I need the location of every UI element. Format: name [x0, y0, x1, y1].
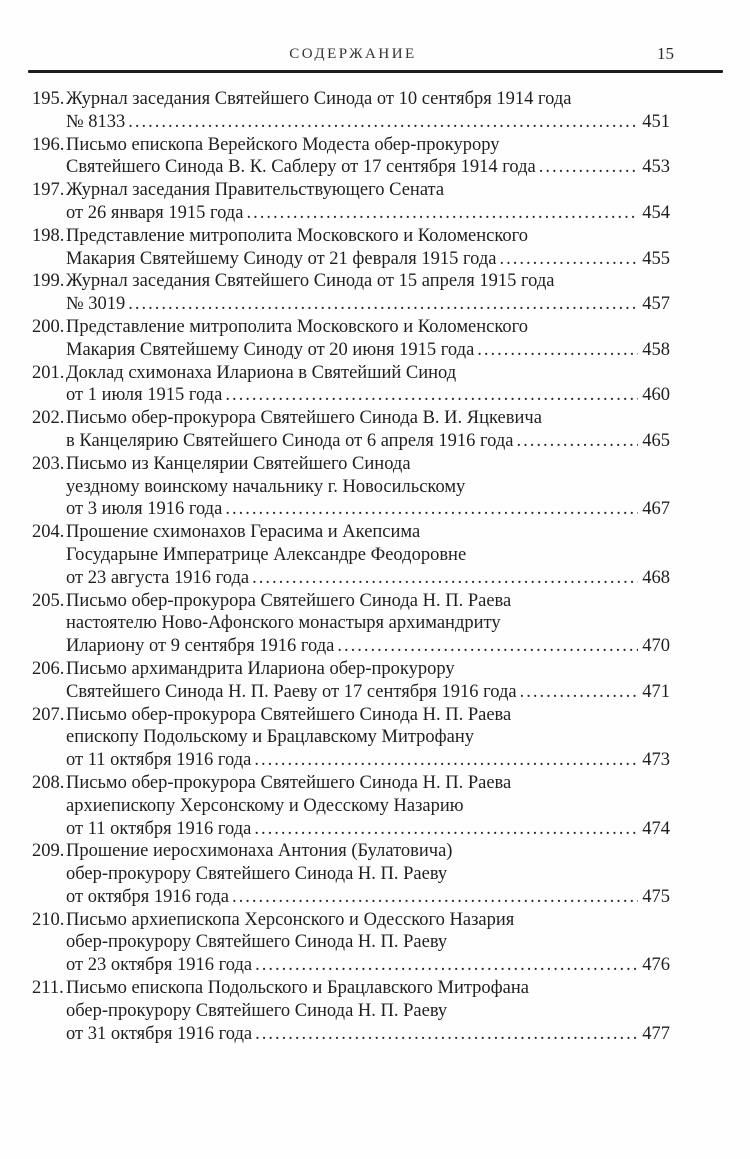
- dot-leader: [337, 635, 638, 658]
- entry-line: [66, 339, 670, 362]
- entry-line: [66, 248, 670, 271]
- entry-line: Государыне Императрице Александре Феодоровне: [66, 544, 467, 565]
- dot-leader: [520, 681, 639, 704]
- entry-line: Письмо обер-прокурора Святейшего Синода В. И. Яцкевича: [66, 408, 542, 429]
- entry-title-text: № 3019: [66, 294, 126, 315]
- entry-line: [66, 749, 670, 772]
- entry-line: архиепископу Херсонскому и Одесскому Назарию: [66, 795, 464, 816]
- toc-entry: [32, 772, 670, 840]
- dot-leader: [255, 954, 638, 977]
- entry-line: Журнал заседания Правительствующего Сената: [66, 180, 445, 201]
- dot-leader: [499, 248, 638, 271]
- entry-line: Журнал заседания Святейшего Синода от 15 апреля 1915 года: [66, 271, 555, 292]
- entry-body: [66, 840, 670, 908]
- toc-entry: [32, 704, 670, 772]
- toc-entry: [32, 225, 670, 271]
- dot-leader: [517, 430, 639, 453]
- entry-body: [66, 453, 670, 521]
- entry-number: 198.: [32, 225, 65, 246]
- entry-body: [66, 977, 670, 1045]
- entry-line: Письмо епископа Верейского Модеста обер-прокурору: [66, 134, 500, 155]
- entry-body: [66, 521, 670, 589]
- entry-page-number: 473: [642, 750, 670, 771]
- toc-entry: [32, 88, 670, 134]
- entry-page-number: 460: [642, 385, 670, 406]
- toc-entry: [32, 362, 670, 408]
- entry-number: 199.: [32, 271, 65, 292]
- entry-body: [66, 658, 670, 704]
- entry-number: 209.: [32, 841, 65, 862]
- entry-line: Письмо архимандрита Илариона обер-прокурору: [66, 658, 455, 679]
- entry-page-number: 474: [642, 818, 670, 839]
- entry-title-text: от 23 октября 1916 года: [66, 955, 253, 976]
- entry-number: 208.: [32, 772, 65, 793]
- entry-title-text: от октября 1916 года: [66, 886, 229, 907]
- entry-line: [66, 567, 670, 590]
- dot-leader: [225, 384, 638, 407]
- entry-body: [66, 590, 670, 658]
- entry-number: 207.: [32, 704, 65, 725]
- entry-title-text: от 3 июля 1916 года: [66, 499, 223, 520]
- entry-title-text: Макария Святейшему Синоду от 20 июня 1915 года: [66, 339, 475, 360]
- entry-line: обер-прокурору Святейшего Синода Н. П. Раеву: [66, 864, 448, 885]
- page-title: СОДЕРЖАНИЕ: [289, 46, 417, 62]
- entry-title-text: от 23 августа 1916 года: [66, 567, 250, 588]
- entry-body: [66, 134, 670, 180]
- entry-title-text: от 11 октября 1916 года: [66, 750, 252, 771]
- entry-line: Доклад схимонаха Илариона в Святейший Синод: [66, 362, 457, 383]
- entry-number: 205.: [32, 590, 65, 611]
- entry-title-text: Святейшего Синода Н. П. Раеву от 17 сентября 1916 года: [66, 681, 517, 702]
- dot-leader: [539, 156, 639, 179]
- entry-line: Представление митрополита Московского и Коломенского: [66, 316, 529, 337]
- toc-entry: [32, 270, 670, 316]
- entry-line: Письмо епископа Подольского и Брацлавского Митрофана: [66, 978, 529, 999]
- dot-leader: [225, 498, 638, 521]
- page-header: [30, 44, 676, 68]
- entry-line: Прошение иеросхимонаха Антония (Булатовича): [66, 841, 453, 862]
- entry-line: [66, 156, 670, 179]
- toc-entry: [32, 316, 670, 362]
- entry-page-number: 467: [642, 499, 670, 520]
- entry-line: [66, 384, 670, 407]
- entry-number: 195.: [32, 89, 65, 109]
- entry-line: Письмо из Канцелярии Святейшего Синода: [66, 453, 411, 474]
- entry-line: [66, 635, 670, 658]
- entry-line: [66, 202, 670, 225]
- dot-leader: [254, 818, 638, 841]
- entry-page-number: 465: [642, 430, 670, 451]
- entry-number: 197.: [32, 180, 65, 201]
- entry-body: [66, 316, 670, 362]
- entry-line: Журнал заседания Святейшего Синода от 10 сентября 1914 года: [66, 89, 572, 109]
- entry-number: 196.: [32, 134, 65, 155]
- entry-page-number: 453: [642, 157, 670, 178]
- entry-number: 202.: [32, 408, 65, 429]
- entry-line: Прошение схимонахов Герасима и Акепсима: [66, 522, 421, 543]
- entry-title-text: Илариону от 9 сентября 1916 года: [66, 636, 335, 657]
- entry-number: 204.: [32, 522, 65, 543]
- toc-entry: [32, 453, 670, 521]
- entry-page-number: 470: [642, 636, 670, 657]
- entry-line: обер-прокурору Святейшего Синода Н. П. Раеву: [66, 932, 448, 953]
- entry-line: Письмо архиепископа Херсонского и Одесского Назария: [66, 909, 515, 930]
- entry-line: [66, 430, 670, 453]
- entry-line: [66, 111, 670, 134]
- entry-page-number: 476: [642, 955, 670, 976]
- entry-body: [66, 362, 670, 408]
- entry-line: [66, 293, 670, 316]
- entry-body: [66, 909, 670, 977]
- entry-title-text: от 1 июля 1915 года: [66, 385, 223, 406]
- entry-line: Письмо обер-прокурора Святейшего Синода Н. П. Раева: [66, 590, 512, 611]
- entry-page-number: 455: [642, 248, 670, 269]
- header-rule: [28, 70, 723, 73]
- entry-title-text: от 26 января 1915 года: [66, 202, 244, 223]
- entry-number: 201.: [32, 362, 65, 383]
- entry-page-number: 468: [642, 567, 670, 588]
- entry-title-text: от 31 октября 1916 года: [66, 1023, 253, 1044]
- entry-page-number: 458: [642, 339, 670, 360]
- entry-title-text: № 8133: [66, 111, 126, 132]
- entry-title-text: Макария Святейшему Синоду от 21 февраля 1915 года: [66, 248, 497, 269]
- entry-body: [66, 88, 670, 134]
- dot-leader: [128, 293, 638, 316]
- dot-leader: [477, 339, 638, 362]
- entry-line: [66, 681, 670, 704]
- entry-number: 210.: [32, 909, 65, 930]
- dot-leader: [246, 202, 638, 225]
- toc-entry: [32, 407, 670, 453]
- entry-title-text: от 11 октября 1916 года: [66, 818, 252, 839]
- entry-line: уездному воинскому начальнику г. Новосильскому: [66, 476, 466, 497]
- entry-body: [66, 270, 670, 316]
- dot-leader: [255, 1023, 638, 1046]
- entry-body: [66, 407, 670, 453]
- entry-line: Письмо обер-прокурора Святейшего Синода Н. П. Раева: [66, 704, 512, 725]
- toc-list: [32, 88, 670, 1045]
- entry-title-text: в Канцелярию Святейшего Синода от 6 апреля 1916 года: [66, 430, 514, 451]
- entry-body: [66, 704, 670, 772]
- entry-line: обер-прокурору Святейшего Синода Н. П. Раеву: [66, 1000, 448, 1021]
- entry-body: [66, 225, 670, 271]
- dot-leader: [232, 886, 638, 909]
- entry-page-number: 471: [642, 681, 670, 702]
- toc-entry: [32, 179, 670, 225]
- entry-body: [66, 772, 670, 840]
- dot-leader: [254, 749, 638, 772]
- entry-line: [66, 498, 670, 521]
- entry-number: 211.: [32, 978, 64, 999]
- entry-title-text: Святейшего Синода В. К. Саблеру от 17 сентября 1914 года: [66, 157, 536, 178]
- entry-page-number: 475: [642, 886, 670, 907]
- entry-line: Представление митрополита Московского и Коломенского: [66, 225, 529, 246]
- entry-number: 206.: [32, 658, 65, 679]
- entry-line: епископу Подольскому и Брацлавскому Митрофану: [66, 727, 475, 748]
- entry-page-number: 451: [642, 111, 670, 132]
- entry-line: [66, 886, 670, 909]
- toc-entry: [32, 909, 670, 977]
- entry-line: [66, 818, 670, 841]
- dot-leader: [252, 567, 638, 590]
- toc-entry: [32, 134, 670, 180]
- entry-number: 203.: [32, 453, 65, 474]
- toc-entry: [32, 977, 670, 1045]
- entry-page-number: 457: [642, 294, 670, 315]
- entry-line: [66, 954, 670, 977]
- entry-number: 200.: [32, 316, 65, 337]
- toc-entry: [32, 590, 670, 658]
- entry-line: [66, 1023, 670, 1046]
- toc-entry: [32, 840, 670, 908]
- entry-page-number: 477: [642, 1023, 670, 1044]
- dot-leader: [128, 111, 638, 134]
- entry-body: [66, 179, 670, 225]
- toc-entry: [32, 658, 670, 704]
- entry-line: Письмо обер-прокурора Святейшего Синода Н. П. Раева: [66, 772, 512, 793]
- entry-line: настоятелю Ново-Афонского монастыря архимандриту: [66, 613, 501, 634]
- entry-page-number: 454: [642, 202, 670, 223]
- folio-page-number: 15: [657, 44, 674, 63]
- toc-entry: [32, 521, 670, 589]
